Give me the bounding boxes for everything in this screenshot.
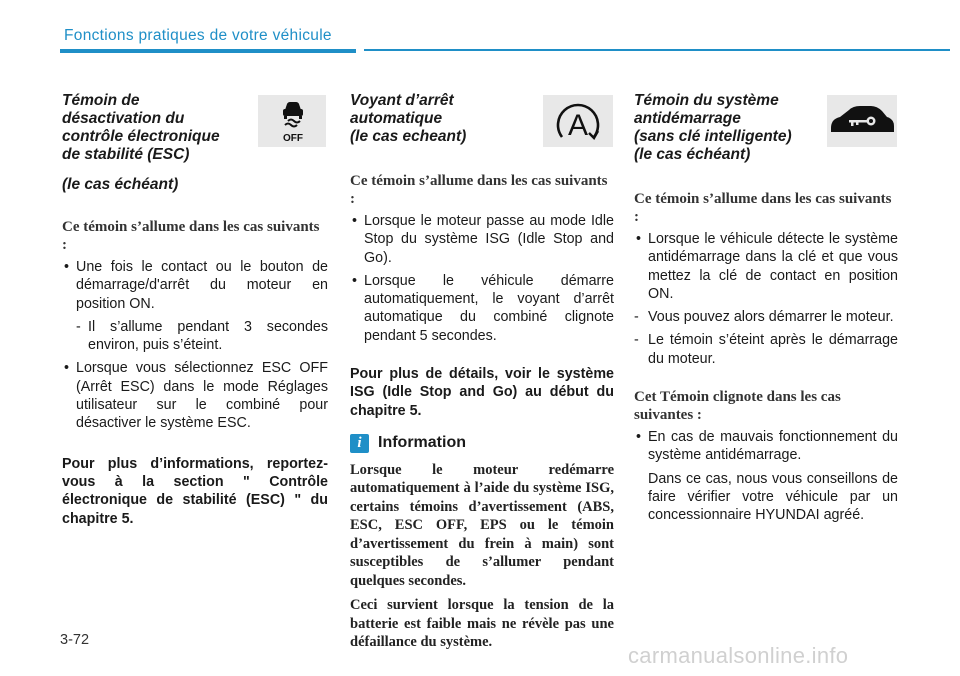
heading-line: Voyant d’arrêt [350,92,454,109]
heading-line: (le cas échéant) [634,146,751,163]
esc-off-intro: Ce témoin s’allume dans les cas suivants : [62,219,320,253]
header-rule-thin [364,49,950,51]
auto-stop-heading [350,92,614,146]
heading-line: Témoin de [62,92,140,109]
immobilizer-bullet-1: • Lorsque le véhicule détecte le système antidémarrage dans la clé et que vous mettez la clé de contact en position ON. [634,230,898,303]
dash-text: Vous pouvez alors démarrer le moteur. [648,309,894,326]
immobilizer-heading [634,92,898,164]
information-paragraph-1: Lorsque le moteur redémarre automatiquement à l’aide du système ISG, certains témoins d’avertissement (ABS, ESC, ESC OFF, EPS ou le témoin d’avertissement du frein à main) sont susceptibles de s’allumer pendant quelques secondes. [350,461,614,589]
column-immobilizer [634,92,898,525]
esc-off-bullet-1: • Une fois le contact ou le bouton de démarrage/d'arrêt du moteur en position ON. [62,258,328,313]
immobilizer-intro: Ce témoin s’allume dans les cas suivants : [634,191,892,225]
column-esc-off [62,92,328,528]
page-number: 3-72 [60,632,90,648]
info-icon: i [350,434,369,453]
esc-off-subtitle: (le cas échéant) [62,176,179,193]
heading-line: (sans clé intelligente) [634,128,792,145]
immobilizer-paragraph: Dans ce cas, nous vous conseillons de faire vérifier votre véhicule par un concessionnaire HYUNDAI agréé. [648,470,898,524]
auto-stop-bullet-2: • Lorsque le véhicule démarre automatiquement, le voyant d’arrêt automatique du combiné clignote pendant 5 secondes. [350,272,614,345]
dash-text: Le témoin s’éteint après le démarrage du moteur. [648,332,898,367]
heading-line: désactivation du [62,110,185,127]
auto-stop-letter: A [567,109,589,142]
column-auto-stop [350,92,614,652]
heading-line: contrôle électronique [62,128,220,145]
esc-off-heading [62,92,328,164]
esc-off-dash-1: - Il s’allume pendant 3 secondes environ, puis s’éteint. [76,318,328,354]
esc-off-note: Pour plus d’informations, reportez-vous à la section " Contrôle électronique de stabilité (ESC) " du chapitre 5. [62,455,328,527]
auto-stop-bullet-1: • Lorsque le moteur passe au mode Idle Stop du système ISG (Idle Stop and Go). [350,212,614,267]
immobilizer-bullet-2: • En cas de mauvais fonctionnement du système antidémarrage. [634,428,898,465]
immobilizer-dash-2: - Le témoin s’éteint après le démarrage du moteur. [634,332,898,367]
heading-line: de stabilité (ESC) [62,146,190,163]
section-title: Fonctions pratiques de votre véhicule [64,27,332,44]
information-paragraph-2: Ceci survient lorsque la tension de la batterie est faible mais ne révèle pas une défaillance du système. [350,597,614,651]
heading-line: Témoin du système [634,92,779,109]
information-header [350,434,614,453]
header-rule-thick [60,49,356,53]
heading-line: automatique [350,110,443,127]
immobilizer-dash-1: - Vous pouvez alors démarrer le moteur. [634,309,894,326]
heading-line: (le cas echeant) [350,128,467,145]
information-title: Information [378,434,466,452]
auto-stop-intro: Ce témoin s’allume dans les cas suivants : [350,173,608,207]
esc-off-bullet-2: • Lorsque vous sélectionnez ESC OFF (Arrêt ESC) dans le mode Réglages utilisateur sur le combiné pour désactiver le système ESC. [62,359,328,432]
dash-text: Il s’allume pendant 3 secondes environ, puis s’éteint. [88,318,328,354]
immobilizer-intro-2: Cet Témoin clignote dans les cas suivantes : [634,389,841,424]
esc-off-label: OFF [283,133,303,144]
auto-stop-note: Pour plus de détails, voir le système ISG (Idle Stop and Go) au début du chapitre 5. [350,366,614,419]
watermark: carmanualsonline.info [628,643,849,668]
heading-line: antidémarrage [634,110,741,127]
